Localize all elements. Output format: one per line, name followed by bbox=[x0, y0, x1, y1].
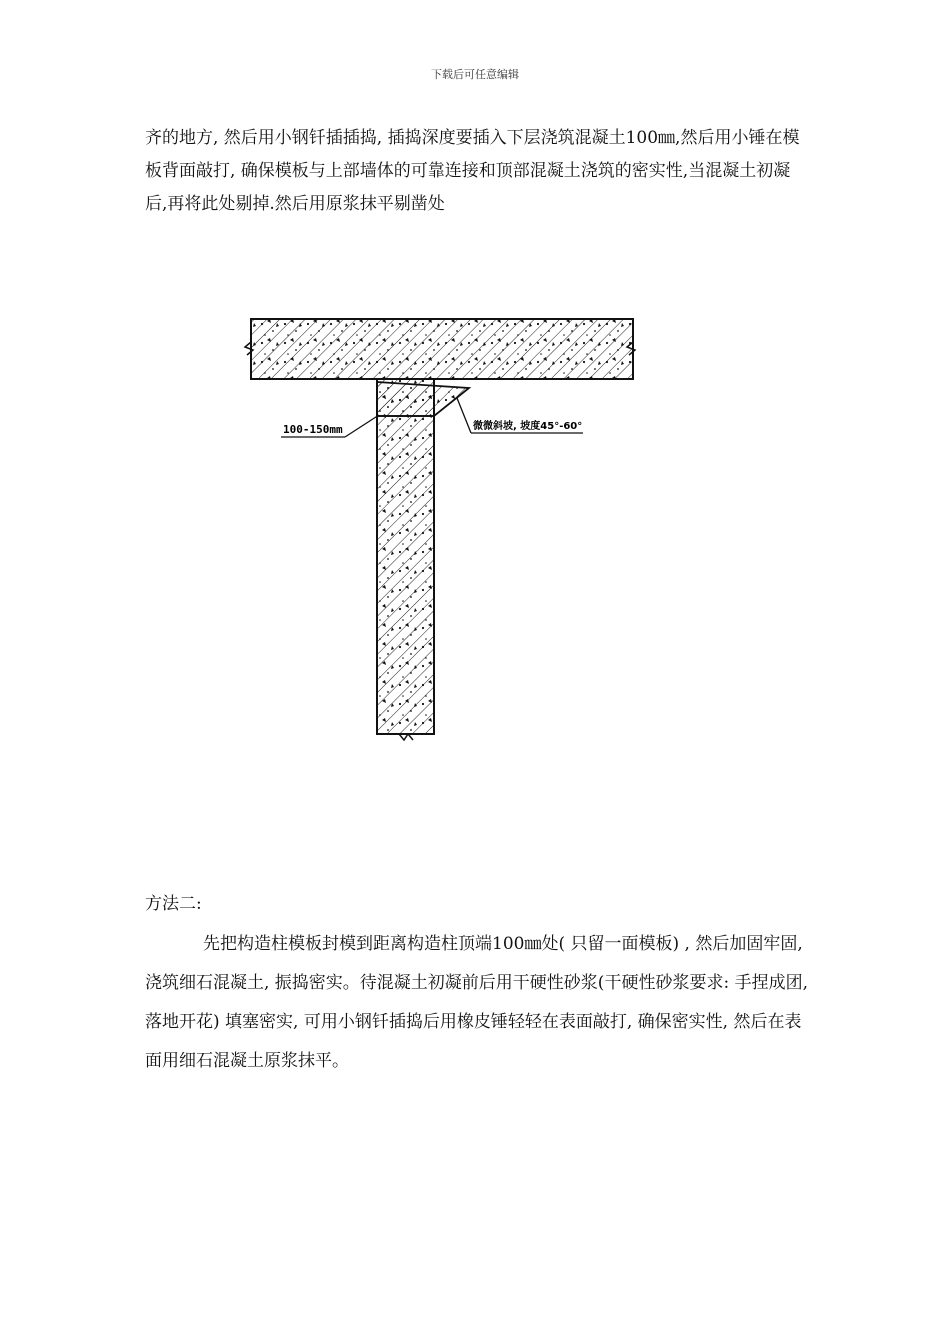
page-header: 下载后可任意编辑 bbox=[431, 68, 519, 81]
concrete-column bbox=[377, 379, 434, 740]
method-body: 先把构造柱模板封模到距离构造柱顶端100㎜处( 只留一面模板) , 然后加固牢固, 浇筑细石混凝土, 振捣密实。待混凝土初凝前后用干硬性砂浆(干硬性砂浆要求: 手捏成团, 落地开花) 填塞密实, 可用小钢钎插捣后用橡皮锤轻轻在表面敲打, 确保密实性, 然后在表面用细石混凝土原浆抹平。 bbox=[145, 934, 808, 1071]
slope-wedge bbox=[377, 382, 469, 416]
paragraph-intro: 齐的地方, 然后用小钢钎插插捣, 插捣深度要插入下层浇筑混凝土100㎜,然后用小锤在模板背面敲打, 确保模板与上部墙体的可靠连接和顶部混凝土浇筑的密实性,当混凝土初凝后,再将此处剔掉.然后用原浆抹平剔凿处 bbox=[145, 128, 800, 214]
concrete-beam bbox=[245, 319, 635, 379]
label-height-range: 100-150mm bbox=[283, 423, 343, 436]
method-title: 方法二: bbox=[145, 894, 202, 914]
label-slope: 微微斜坡, 坡度45°-60° bbox=[473, 421, 583, 432]
tcolumn-diagram bbox=[235, 300, 655, 750]
